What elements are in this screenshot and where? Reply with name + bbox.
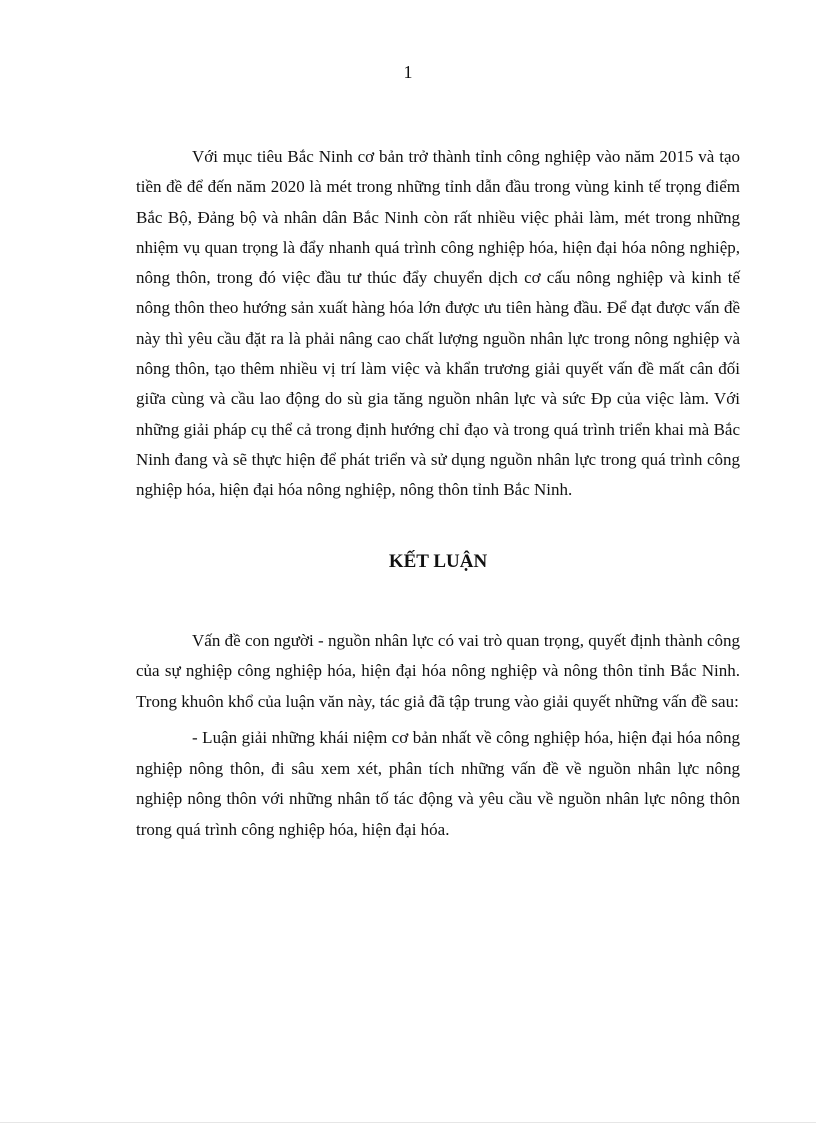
conclusion-paragraph-1: Vấn đề con người - nguồn nhân lực có vai trò quan trọng, quyết định thành công của sự nghiệp công nghiệp hóa, hiện đại hóa nông nghiệp và nông thôn tỉnh Bắc Ninh. Trong khuôn khổ của luận văn này, tác giả đã tập trung vào giải quyết những vấn đề sau: bbox=[136, 630, 740, 711]
conclusion-paragraph-2: - Luận giải những khái niệm cơ bản nhất về công nghiệp hóa, hiện đại hóa nông nghiệp nông thôn, đi sâu xem xét, phân tích những vấn đề về nguồn nhân lực nông nghiệp nông thôn với những nhân tố tác động và yêu cầu về nguồn nhân lực nông thôn trong quá trình công nghiệp hóa, hiện đại hóa. bbox=[136, 728, 740, 839]
intro-paragraph: Với mục tiêu Bắc Ninh cơ bản trở thành tỉnh công nghiệp vào năm 2015 và tạo tiền đề để đến năm 2020 là mét trong những tỉnh dẫn đầu trong vùng kinh tế trọng điểm Bắc Bộ, Đảng bộ và nhân dân Bắc Ninh còn rất nhiều việc phải làm, mét trong những nhiệm vụ quan trọng là đẩy nhanh quá trình công nghiệp hóa, hiện đại hóa nông nghiệp, nông thôn, trong đó việc đầu tư thúc đẩy chuyển dịch cơ cấu nông nghiệp và kinh tế nông thôn theo hướng sản xuất hàng hóa lớn được ưu tiên hàng đầu. Để đạt được vấn đề này thì yêu cầu đặt ra là phải nâng cao chất lượng nguồn nhân lực trong nông nghiệp và nông thôn, tạo thêm nhiều vị trí làm việc và khẩn trương giải quyết vấn đề mất cân đối giữa cùng và cầu lao động do sù gia tăng nguồn nhân lực và sức Ðp của việc làm. Với những giải pháp cụ thể cả trong định hướng chỉ đạo và trong quá trình triển khai mà Bắc Ninh đang và sẽ thực hiện để phát triển và sử dụng nguồn nhân lực trong quá trình công nghiệp hóa, hiện đại hóa nông nghiệp, nông thôn tỉnh Bắc Ninh. bbox=[136, 147, 740, 500]
page-number: 1 bbox=[403, 62, 413, 82]
page-body bbox=[136, 142, 740, 845]
conclusion-heading: KẾT LUẬN bbox=[388, 550, 488, 572]
